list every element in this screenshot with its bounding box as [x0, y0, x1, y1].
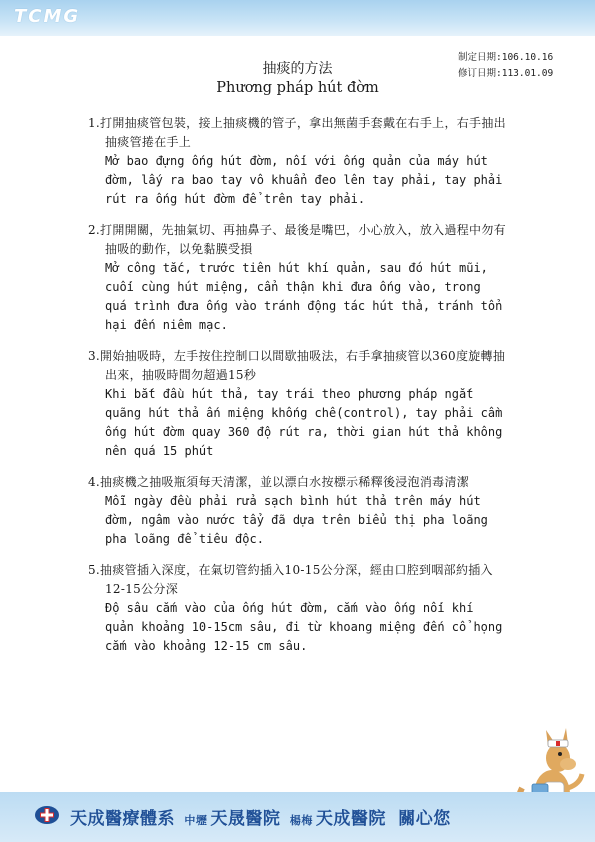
footer-bar	[0, 792, 595, 842]
instruction-chinese: 5.抽痰管插入深度，在氣切管約插入10-15公分深，經由口腔到咽部約插入12-15公分深	[88, 563, 493, 596]
instruction-vietnamese: Mỗi ngày đều phải rửa sạch bình hút thả trên máy hút đờm, ngâm vào nước tẩy đã dựa trên biểu thị pha loãng pha loãng để tiêu độc.	[105, 494, 488, 546]
footer-location-zhongli: 中壢	[184, 814, 208, 827]
instruction-item	[88, 347, 508, 461]
header-bar	[0, 0, 595, 36]
footer-hospital-tiancheng: 天成醫院	[315, 809, 386, 829]
instruction-chinese: 3.開始抽吸時，左手按住控制口以間歇抽吸法，右手拿抽痰管以360度旋轉抽出來，抽吸時間勿超過15秒	[88, 349, 506, 382]
brand-logo-text: TCMG	[14, 6, 81, 27]
instruction-item	[88, 221, 508, 335]
instruction-item	[88, 114, 508, 209]
revised-date: 修订日期:113.01.09	[458, 68, 554, 79]
established-date: 制定日期:106.10.16	[458, 52, 554, 63]
footer-org-name: 天成醫療體系	[70, 809, 175, 829]
instruction-vietnamese: Mở bao đựng ống hút đờm, nối với ống quản của máy hút đờm, lấy ra bao tay vô khuẩn đeo lên tay phải, tay phải rút ra ống hút đờm để trên tay phải.	[105, 154, 503, 206]
footer-tagline: 關心您	[398, 809, 451, 829]
instruction-chinese: 1.打開抽痰管包裝，接上抽痰機的管子，拿出無菌手套戴在右手上，右手抽出抽痰管捲在手上	[88, 116, 506, 149]
instruction-item	[88, 561, 508, 656]
instruction-vietnamese: Khi bắt đầu hút thả, tay trái theo phương pháp ngắt quãng hút thả ấn miệng khống chế(control), tay phải cầm ống hút đờm quay 360 độ rút ra, thời gian hút thả không nên quá 15 phút	[105, 387, 503, 458]
instruction-chinese: 2.打開開關，先抽氣切、再抽鼻子、最後是嘴巴，小心放入，放入過程中勿有抽吸的動作，以免黏膜受損	[88, 223, 506, 256]
instructions-list	[88, 114, 508, 668]
instruction-vietnamese: Mở công tắc, trước tiên hút khí quản, sau đó hút mũi, cuối cùng hút miệng, cẩn thận khi đưa ống vào, trong quá trình đưa ống vào tránh động tác hút thả, tránh tổn hại đến niêm mạc.	[105, 261, 503, 332]
footer-hospital-tiansheng: 天晟醫院	[210, 809, 281, 829]
title-vietnamese: Phương pháp hút đờm	[216, 80, 379, 96]
instruction-chinese: 4.抽痰機之抽吸瓶須每天清潔，並以漂白水按標示稀釋後浸泡消毒清潔	[88, 475, 470, 489]
instruction-item	[88, 473, 508, 549]
hospital-cross-logo-icon	[34, 802, 60, 828]
footer-hospital-names	[70, 804, 451, 829]
footer-location-yangmei: 楊梅	[289, 814, 313, 827]
title-chinese: 抽痰的方法	[262, 61, 333, 77]
instruction-vietnamese: Độ sâu cắm vào của ống hút đờm, cắm vào ống nối khí quản khoảng 10-15cm sâu, đi từ khoang miệng đến cổ họng cắm vào khoảng 12-15 cm sâu.	[105, 601, 503, 653]
